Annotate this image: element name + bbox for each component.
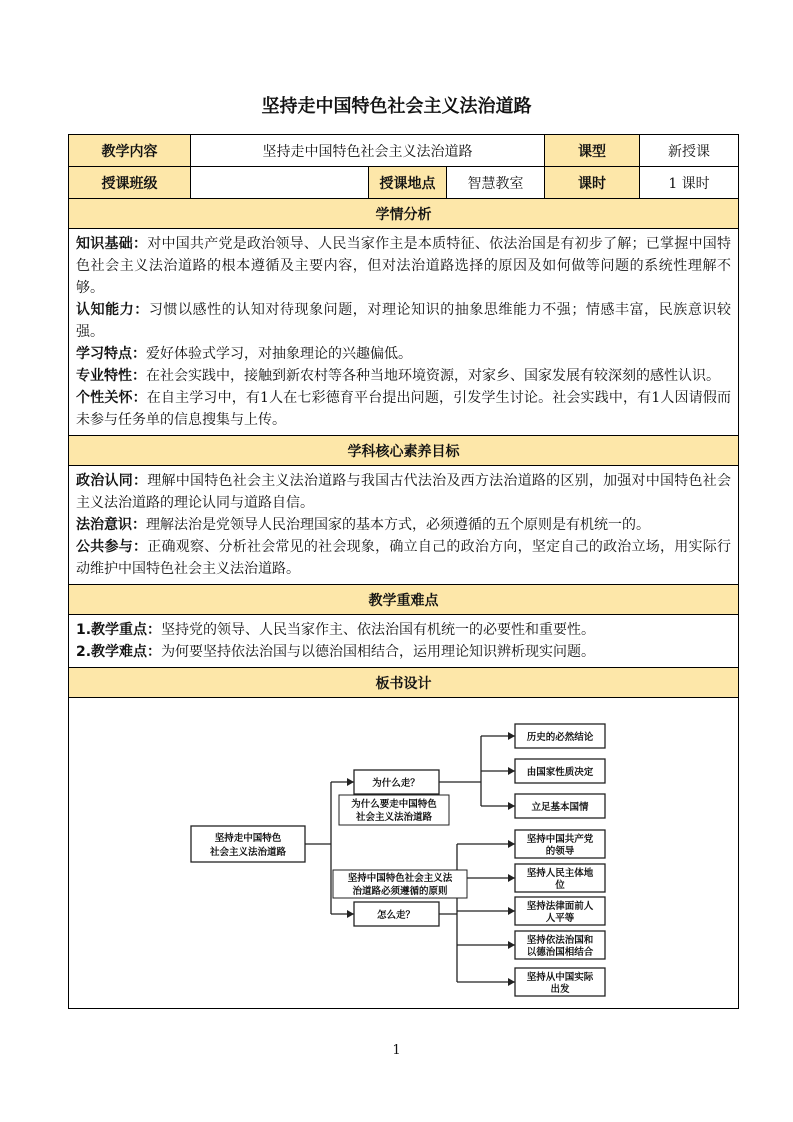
how-principle-node [515,897,605,925]
analysis-item [76,387,731,431]
principle-line-2: 出发 [550,984,570,995]
item-label: 公共参与： [76,539,148,555]
content-value: 坚持走中国特色社会主义法治道路 [191,135,545,167]
arrowhead [347,778,354,786]
principle-line-2: 以德治国相结合 [526,947,594,958]
arrowhead [508,840,515,848]
why-reason-node [515,724,605,748]
goal-item [76,514,731,536]
board-heading: 板书设计 [69,668,739,698]
arrowhead [508,802,515,810]
lesson-plan-table [68,134,739,1009]
location-label: 授课地点 [369,167,447,199]
how-note-line-2: 治道路必须遵循的原则 [352,886,448,897]
item-text: 对中国共产党是政治领导、人民当家作主是本质特征、依法治国是有初步了解；已掌握中国特色社会主义法治道路的根本遵循及主要内容，但对法治道路选择的原因及如何做等问题的系统性理解不够。 [76,236,732,296]
analysis-body [69,229,739,436]
analysis-item [76,365,731,387]
item-label: 政治认同： [76,473,148,489]
key-points-body [69,615,739,668]
how-node [354,902,439,926]
info-row-1 [69,135,739,167]
key-point-item [76,641,731,663]
hours-label: 课时 [545,167,640,199]
arrowhead [508,907,515,915]
principle-line-1: 坚持中国共产党 [526,834,594,845]
analysis-item [76,343,731,365]
principle-line-1: 坚持法律面前人 [526,901,594,912]
item-text: 习惯以感性的认知对待现象问题，对理论知识的抽象思维能力不强；情感丰富，民族意识较强。 [76,302,732,340]
content-label: 教学内容 [69,135,191,167]
principle-line-2: 人平等 [545,913,575,924]
info-row-2 [69,167,739,199]
how-principle-node [515,830,605,858]
arrowhead [508,767,515,775]
board-design-cell [69,698,739,1009]
arrowhead [508,732,515,740]
key-point-item [76,619,731,641]
why-note-line-1: 为什么要走中国特色 [351,799,437,810]
class-label: 授课班级 [69,167,191,199]
analysis-heading: 学情分析 [69,199,739,229]
item-text: 理解法治是党领导人民治理国家的基本方式，必须遵循的五个原则是有机统一的。 [146,517,650,533]
arrowhead [508,978,515,986]
item-text: 在社会实践中，接触到新农村等各种当地环境资源，对家乡、国家发展有较深刻的感性认识。 [146,368,720,384]
goals-body [69,466,739,585]
item-text: 爱好体验式学习，对抽象理论的兴趣偏低。 [146,346,412,362]
item-label: 法治意识： [76,517,146,533]
why-label: 为什么走？ [372,778,420,789]
page-title: 坚持走中国特色社会主义法治道路 [261,96,532,117]
board-diagram [69,698,737,1008]
why-node [354,770,439,794]
item-text: 正确观察、分析社会常见的社会现象，确立自己的政治方向，坚定自己的政治立场，用实际行动维护中国特色社会主义法治道路。 [76,539,732,577]
goal-item [76,536,731,580]
how-principle-node [515,931,605,959]
principle-line-1: 坚持人民主体地 [526,868,594,879]
how-principle-node [515,968,605,996]
item-text: 理解中国特色社会主义法治道路与我国古代法治及西方法治道路的区别，加强对中国特色社会主义法治道路的理论认同与道路自信。 [76,473,732,511]
item-label: 1.教学重点： [76,622,162,638]
root-line-1: 坚持走中国特色 [214,833,282,844]
item-label: 专业特性： [76,368,146,384]
how-note-line-1: 坚持中国特色社会主义法 [347,873,453,884]
arrowhead [508,874,515,882]
item-text: 为何要坚持依法治国与以德治国相结合，运用理论知识辨析现实问题。 [161,644,596,660]
item-label: 认知能力： [76,302,149,318]
how-principle-node [515,864,605,892]
goal-item [76,470,731,514]
how-label: 怎么走？ [376,910,416,921]
class-value [191,167,369,199]
analysis-item [76,299,731,343]
why-reason-text: 由国家性质决定 [526,767,594,778]
analysis-item [76,233,731,299]
principle-line-2: 位 [555,880,565,891]
board-root-node [191,826,305,862]
principle-line-1: 坚持依法治国和 [526,935,594,946]
location-value: 智慧教室 [447,167,545,199]
item-label: 知识基础： [76,236,148,252]
principle-line-2: 的领导 [545,846,575,857]
why-reason-node [515,759,605,783]
item-label: 学习特点： [76,346,146,362]
hours-value: 1 课时 [640,167,739,199]
item-label: 2.教学难点： [76,644,162,660]
item-text: 坚持党的领导、人民当家作主、依法治国有机统一的必要性和重要性。 [161,622,596,638]
principle-line-1: 坚持从中国实际 [526,972,594,983]
why-reason-node [515,794,605,818]
item-label: 个性关怀： [76,390,147,406]
why-note [339,795,449,825]
goals-heading: 学科核心素养目标 [69,436,739,466]
item-text: 在自主学习中，有1人在七彩德育平台提出问题，引发学生讨论。社会实践中，有1人因请假而未参与任务单的信息搜集与上传。 [76,390,732,428]
why-reason-text: 历史的必然结论 [526,732,594,743]
type-label: 课型 [545,135,640,167]
root-line-2: 社会主义法治道路 [209,847,287,858]
why-note-line-2: 社会主义法治道路 [355,812,433,823]
key-points-heading: 教学重难点 [69,585,739,615]
how-note [333,870,467,898]
arrowhead [347,910,354,918]
page-number: 1 [392,1043,401,1058]
why-reason-text: 立足基本国情 [531,802,589,813]
type-value: 新授课 [640,135,739,167]
arrowhead [508,941,515,949]
